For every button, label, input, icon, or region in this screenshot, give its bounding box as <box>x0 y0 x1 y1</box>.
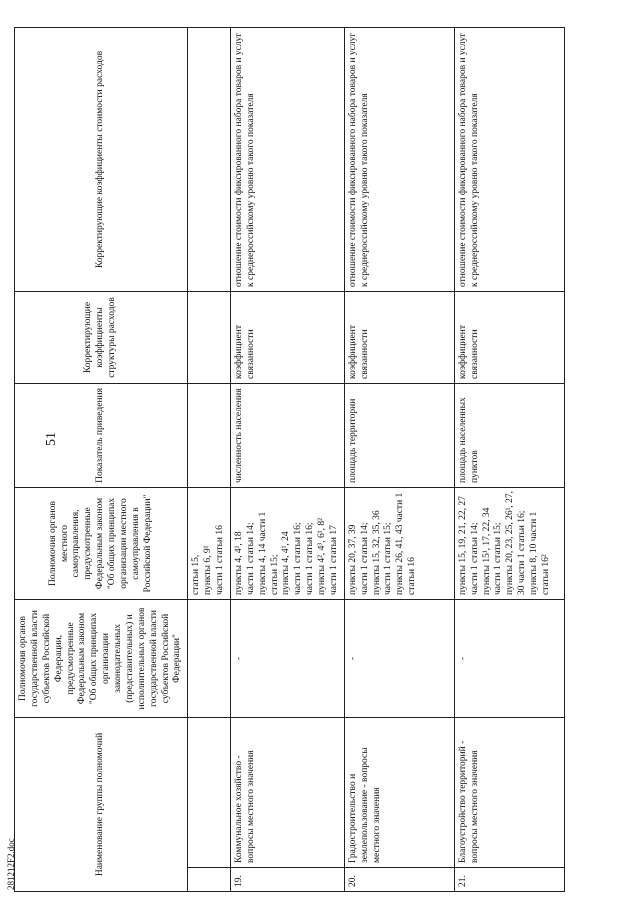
local-line: пункты 20, 37, 39 <box>347 524 358 595</box>
row-local <box>344 487 454 599</box>
cell-empty <box>188 383 231 487</box>
header-name: Наименование группы полномочий <box>15 717 188 891</box>
powers-table <box>14 27 565 892</box>
row-cost: отношение стоимости фиксированного набора товаров и услуг к среднероссийскому уровню такого показателя <box>230 27 344 291</box>
cell-local-continuation <box>188 487 231 599</box>
row-regional: - <box>230 599 344 717</box>
table-row <box>454 27 564 891</box>
local-line: пункты 15, 19, 21, 22, 27 <box>457 496 468 595</box>
row-name: Коммунальное хозяйство - вопросы местного значения <box>230 717 344 867</box>
local-line: пункты 6, 9¹ <box>203 545 214 595</box>
local-line: части 1 статьи 14; <box>469 522 480 595</box>
header-cost: Корректирующие коэффициенты стоимости расходов <box>15 27 188 291</box>
row-name: Благоустройство территорий - вопросы местного значения <box>454 717 564 867</box>
cell-empty <box>188 27 231 291</box>
local-line: 30 части 1 статьи 16; <box>517 510 528 595</box>
row-cost: отношение стоимости фиксированного набора товаров и услуг к среднероссийскому уровню такого показателя <box>344 27 454 291</box>
cell-empty <box>188 599 231 717</box>
row-structure: коэффициент связанности <box>230 291 344 383</box>
row-name: Градостроительство и землепользование - вопросы местного значения <box>344 717 454 867</box>
rotated-table-wrapper <box>14 28 624 892</box>
document-filename: 281212F2.doc <box>6 838 16 890</box>
row-number: 19. <box>230 868 344 892</box>
row-regional: - <box>344 599 454 717</box>
cell-empty <box>188 291 231 383</box>
row-structure: коэффициент связанности <box>344 291 454 383</box>
row-number: 21. <box>454 868 564 892</box>
row-local <box>230 487 344 599</box>
cell-empty <box>188 868 231 892</box>
local-line: пункты 4², 4³, 6¹, 8² <box>317 518 327 595</box>
row-local <box>454 487 564 599</box>
local-line: пункты 20, 23, 25, 26¹, 27, <box>505 490 516 595</box>
local-line: части 1 статьи 16; <box>293 522 304 595</box>
local-line: статьи 15; <box>269 554 280 595</box>
row-structure: коэффициент связанности <box>454 291 564 383</box>
local-line: части 1 статьи 14; <box>359 522 370 595</box>
row-number: 20. <box>344 868 454 892</box>
row-cost: отношение стоимости фиксированного набора товаров и услуг к среднероссийскому уровню такого показателя <box>454 27 564 291</box>
local-line: статьи 15, <box>191 554 202 595</box>
table-row <box>230 27 344 891</box>
row-indicator: численность населения <box>230 383 344 487</box>
header-indicator: Показатель приведения <box>15 383 188 487</box>
local-line: статьи 16 <box>407 557 418 595</box>
local-line: пункты 15, 32, 35, 36 <box>371 510 382 595</box>
local-line: пункты 26, 41, 43 части 1 <box>395 492 406 595</box>
row-indicator: площадь населенных пунктов <box>454 383 564 487</box>
row-regional: - <box>454 599 564 717</box>
local-line: части 1 статьи 14; <box>245 522 256 595</box>
local-line: пункты 4, 4¹, 24 <box>281 531 292 595</box>
table-row <box>344 27 454 891</box>
header-structure: Корректирующие коэффициенты структуры расходов <box>15 291 188 383</box>
local-line: части 1 статьи 16 <box>215 525 225 595</box>
local-line: части 1 статьи 16; <box>305 522 316 595</box>
page-number: 51 <box>44 432 59 446</box>
row-indicator: площадь территории <box>344 383 454 487</box>
local-line: части 1 статьи 15; <box>493 522 504 595</box>
table-header-row <box>15 27 188 891</box>
cell-empty <box>188 717 231 867</box>
header-regional: Полномочия органов государственной власти субъектов Российской Федерации, предусмотренные Федеральным законом "Об общих принципах организации законодательных (представительных) и исполнительных органов государственной власти субъектов Российской Федерации" <box>15 599 188 717</box>
header-local: Полномочия органов местного самоуправления, предусмотренные Федеральным законом "Об общих принципах организации местного самоуправления в Российской Федерации" <box>15 487 188 599</box>
local-line: пункты 15¹, 17, 22, 34 <box>481 507 492 595</box>
local-line: части 1 статьи 17 <box>328 525 339 595</box>
local-line: части 1 статьи 15; <box>383 522 394 595</box>
local-line: пункты 4, 14 части 1 <box>257 511 268 595</box>
local-line: пункты 4, 4¹, 18 <box>233 531 244 595</box>
local-line: статьи 16² <box>540 554 551 595</box>
local-line: пункты 8, 10 части 1 <box>529 511 539 595</box>
table-row-continuation <box>188 27 231 891</box>
